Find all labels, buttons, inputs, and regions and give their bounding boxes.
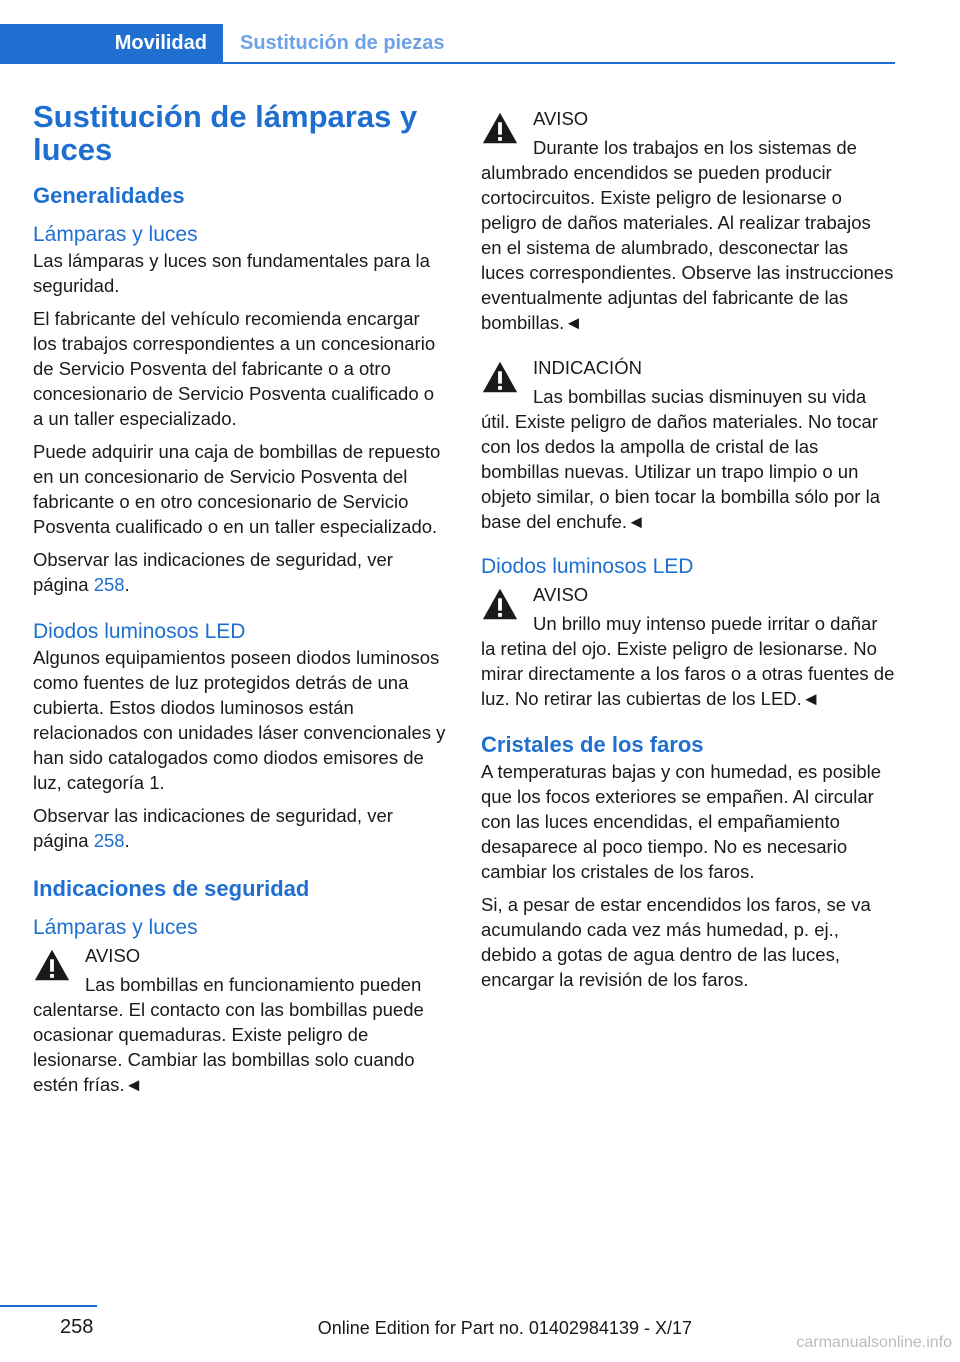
- section-heading-cristales: Cristales de los faros: [481, 732, 704, 757]
- warning-text: Durante los trabajos en los sistemas de alumbrado encendidos se pueden producir cortocircuitos. Existe peligro de lesionarse o peligro de daños materiales. Al realizar trabajos en el sistema de alumbrado, desconectar las luces correspondientes. Observe las instrucciones eventualmente adjuntas del fabricante de las bombillas.◄: [481, 137, 894, 333]
- warning-triangle-icon: [481, 359, 519, 395]
- subheading-lamparas-y-luces: Lámparas y luces: [33, 223, 198, 246]
- note-block: [481, 355, 895, 534]
- warning-block: [481, 106, 895, 335]
- edition-note: Online Edition for Part no. 01402984139 - X/17: [317, 1318, 692, 1338]
- warning-triangle-icon: [481, 110, 519, 146]
- subheading-diodos-led: Diodos luminosos LED: [481, 555, 694, 578]
- section-heading-indicaciones: Indicaciones de seguridad: [33, 876, 310, 901]
- header-tabbar: [0, 24, 895, 64]
- paragraph-reference: Observar las indicaciones de seguridad, ver página 258.: [33, 805, 393, 851]
- warning-block: [481, 582, 895, 711]
- page-link[interactable]: 258: [93, 830, 125, 851]
- warning-text: Un brillo muy intenso puede irritar o dañar la retina del ojo. Existe peligro de lesionarse. No mirar directamente a los faros o a otras fuentes de luz. No retirar las cubiertas de los LED.◄: [481, 613, 895, 709]
- subheading-diodos-led: Diodos luminosos LED: [33, 620, 246, 643]
- page-link[interactable]: 258: [93, 574, 125, 595]
- paragraph: El fabricante del vehículo recomienda encargar los trabajos correspondientes a un concesionario de Servicio Posventa del fabricante o a otro concesionario de Servicio Posventa cualificado o a un taller especializado.: [33, 308, 436, 429]
- paragraph: Puede adquirir una caja de bombillas de repuesto en un concesionario de Servicio Posventa del fabricante o en otro concesionario de Servicio Posventa cualificado o en un taller especializado.: [33, 441, 441, 537]
- subheading-lamparas-y-luces: Lámparas y luces: [33, 916, 198, 939]
- warning-triangle-icon: [481, 586, 519, 622]
- tab-movilidad[interactable]: Movilidad: [0, 24, 223, 62]
- warning-label: AVISO: [533, 584, 589, 605]
- left-column: [33, 100, 447, 1117]
- tab-sustitucion-de-piezas[interactable]: Sustitución de piezas: [240, 31, 445, 54]
- paragraph: Algunos equipamientos poseen diodos luminosos como fuentes de luz protegidos detrás de una cubierta. Estos diodos luminosos están relacionados con unidades láser convencionales y han sido catalogados como diodos emisores de luz, categoría 1.: [33, 647, 446, 793]
- paragraph: A temperaturas bajas y con humedad, es posible que los focos exteriores se empañen. Al circular con las luces encendidas, el empañamiento desaparece al poco tiempo. No es necesario cambiar los cristales de los faros.: [481, 761, 882, 882]
- page-number: 258: [60, 1316, 94, 1338]
- warning-label: AVISO: [533, 108, 589, 129]
- note-label: INDICACIÓN: [533, 357, 642, 378]
- reference-text: Observar las indicaciones de seguridad, ver página: [33, 805, 393, 851]
- note-text: Las bombillas sucias disminuyen su vida útil. Existe peligro de daños materiales. No tocar con los dedos la ampolla de cristal de las bombillas nuevas. Utilizar un trapo limpio o un objeto similar, o bien tocar la bombilla sólo por la base del enchufe.◄: [481, 386, 880, 532]
- paragraph-reference: Observar las indicaciones de seguridad, ver página 258.: [33, 549, 393, 595]
- right-column: [481, 104, 895, 1000]
- paragraph: Las lámparas y luces son fundamentales para la seguridad.: [33, 250, 430, 296]
- footer-rule: [0, 1305, 97, 1307]
- page-title: Sustitución de lámparas y luces: [33, 99, 418, 167]
- warning-label: AVISO: [85, 945, 141, 966]
- paragraph: Si, a pesar de estar encendidos los faros, se va acumulando cada vez más humedad, p. ej., debido a gotas de agua dentro de las luces, encargar la revisión de los faros.: [481, 894, 871, 990]
- section-heading-generalidades: Generalidades: [33, 183, 185, 208]
- reference-text: Observar las indicaciones de seguridad, ver página: [33, 549, 393, 595]
- warning-block: [33, 943, 447, 1097]
- watermark: carmanualsonline.info: [796, 1334, 952, 1351]
- warning-text: Las bombillas en funcionamiento pueden calentarse. El contacto con las bombillas puede ocasionar quemaduras. Existe peligro de lesionarse. Cambiar las bombillas solo cuando estén frías.◄: [33, 974, 424, 1095]
- warning-triangle-icon: [33, 947, 71, 983]
